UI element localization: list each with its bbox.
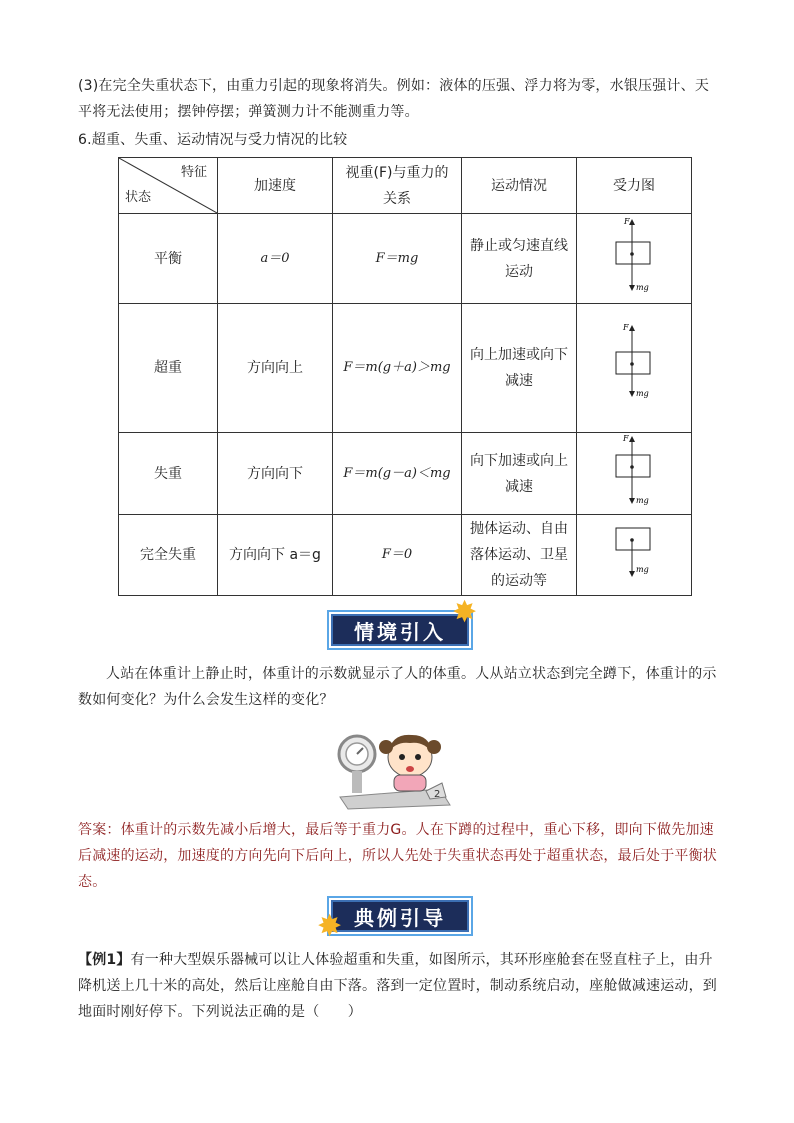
force-label-f: F (623, 323, 629, 332)
diagonal-header-cell (119, 158, 218, 214)
accel-cell: 方向向下 a＝g (218, 515, 333, 596)
accel-cell: 方向向下 (218, 433, 333, 515)
table-row (119, 214, 692, 304)
force-diagram-balance (594, 214, 674, 294)
table-row (119, 433, 692, 515)
relation-cell: F＝mg (333, 214, 462, 304)
example-paragraph (78, 947, 723, 1025)
svg-text:2: 2 (434, 789, 441, 800)
banner-example-label: 典例引导 (327, 896, 473, 936)
force-label-mg: mg (636, 388, 649, 398)
comparison-table (118, 157, 692, 596)
relation-cell: F＝0 (333, 515, 462, 596)
state-cell: 平衡 (119, 214, 218, 304)
accel-cell: a＝0 (218, 214, 333, 304)
force-diagram-underweight (594, 433, 674, 505)
table-row (119, 515, 692, 596)
banner-example (317, 892, 475, 944)
diag-feature-label: 特征 (180, 165, 207, 180)
force-diagram-cell (577, 214, 692, 304)
force-label-mg: mg (636, 564, 649, 574)
force-diagram-overweight (594, 324, 674, 404)
table-header-row (119, 158, 692, 214)
state-cell: 超重 (119, 304, 218, 433)
force-label-mg: mg (636, 496, 649, 505)
motion-cell: 抛体运动、自由落体运动、卫星的运动等 (462, 515, 577, 596)
table-row (119, 304, 692, 433)
example-text: 有一种大型娱乐器械可以让人体验超重和失重，如图所示，其环形座舱套在竖直柱子上，由升降机送上几十米的高处，然后让座舱自由下落。落到一定位置时，制动系统启动，座舱做减速运动，到地面时刚好停下。下列说法正确的是（ ） (78, 952, 717, 1020)
state-cell: 完全失重 (119, 515, 218, 596)
section-title: 6.超重、失重、运动情况与受力情况的比较 (78, 132, 348, 148)
header-motion: 运动情况 (462, 158, 577, 214)
intro-paragraph: (3)在完全失重状态下，由重力引起的现象将消失。例如：液体的压强、浮力将为零，水银压强计、天平将无法使用；摆钟停摆；弹簧测力计不能测重力等。 (78, 78, 710, 120)
force-label-mg: mg (636, 283, 649, 292)
star-icon: ✸ (452, 595, 478, 630)
header-force-diagram: 受力图 (577, 158, 692, 214)
motion-cell: 向下加速或向上减速 (462, 433, 577, 515)
example-label: 【例1】 (78, 952, 131, 968)
star-icon: ✸ (317, 909, 343, 944)
header-relation: 视重(F)与重力的关系 (333, 158, 462, 214)
force-diagram-cell (577, 515, 692, 596)
accel-cell: 方向向上 (218, 304, 333, 433)
state-cell: 失重 (119, 433, 218, 515)
diag-state-label: 状态 (125, 190, 152, 205)
banner-scenario (327, 595, 478, 650)
girl-on-scale-illustration (330, 727, 464, 811)
force-label-f: F (624, 217, 630, 226)
header-accel: 加速度 (218, 158, 333, 214)
answer-text: 答案：体重计的示数先减小后增大，最后等于重力G。人在下蹲的过程中，重心下移，即向下做先加速后减速的运动，加速度的方向先向下后向上，所以人先处于失重状态再处于超重状态，最后处于平衡状态。 (78, 822, 717, 890)
relation-cell: F＝m(g－a)＜mg (333, 433, 462, 515)
banner-scenario-label: 情境引入 (327, 610, 473, 650)
motion-cell: 静止或匀速直线运动 (462, 214, 577, 304)
motion-cell: 向上加速或向下减速 (462, 304, 577, 433)
relation-cell: F＝m(g＋a)＞mg (333, 304, 462, 433)
scenario-text: 人站在体重计上静止时，体重计的示数就显示了人的体重。人从站立状态到完全蹲下，体重计的示数如何变化？为什么会发生这样的变化？ (78, 666, 717, 708)
force-diagram-weightless (594, 516, 674, 586)
force-label-f: F (623, 434, 629, 443)
force-diagram-cell (577, 304, 692, 433)
force-diagram-cell (577, 433, 692, 515)
